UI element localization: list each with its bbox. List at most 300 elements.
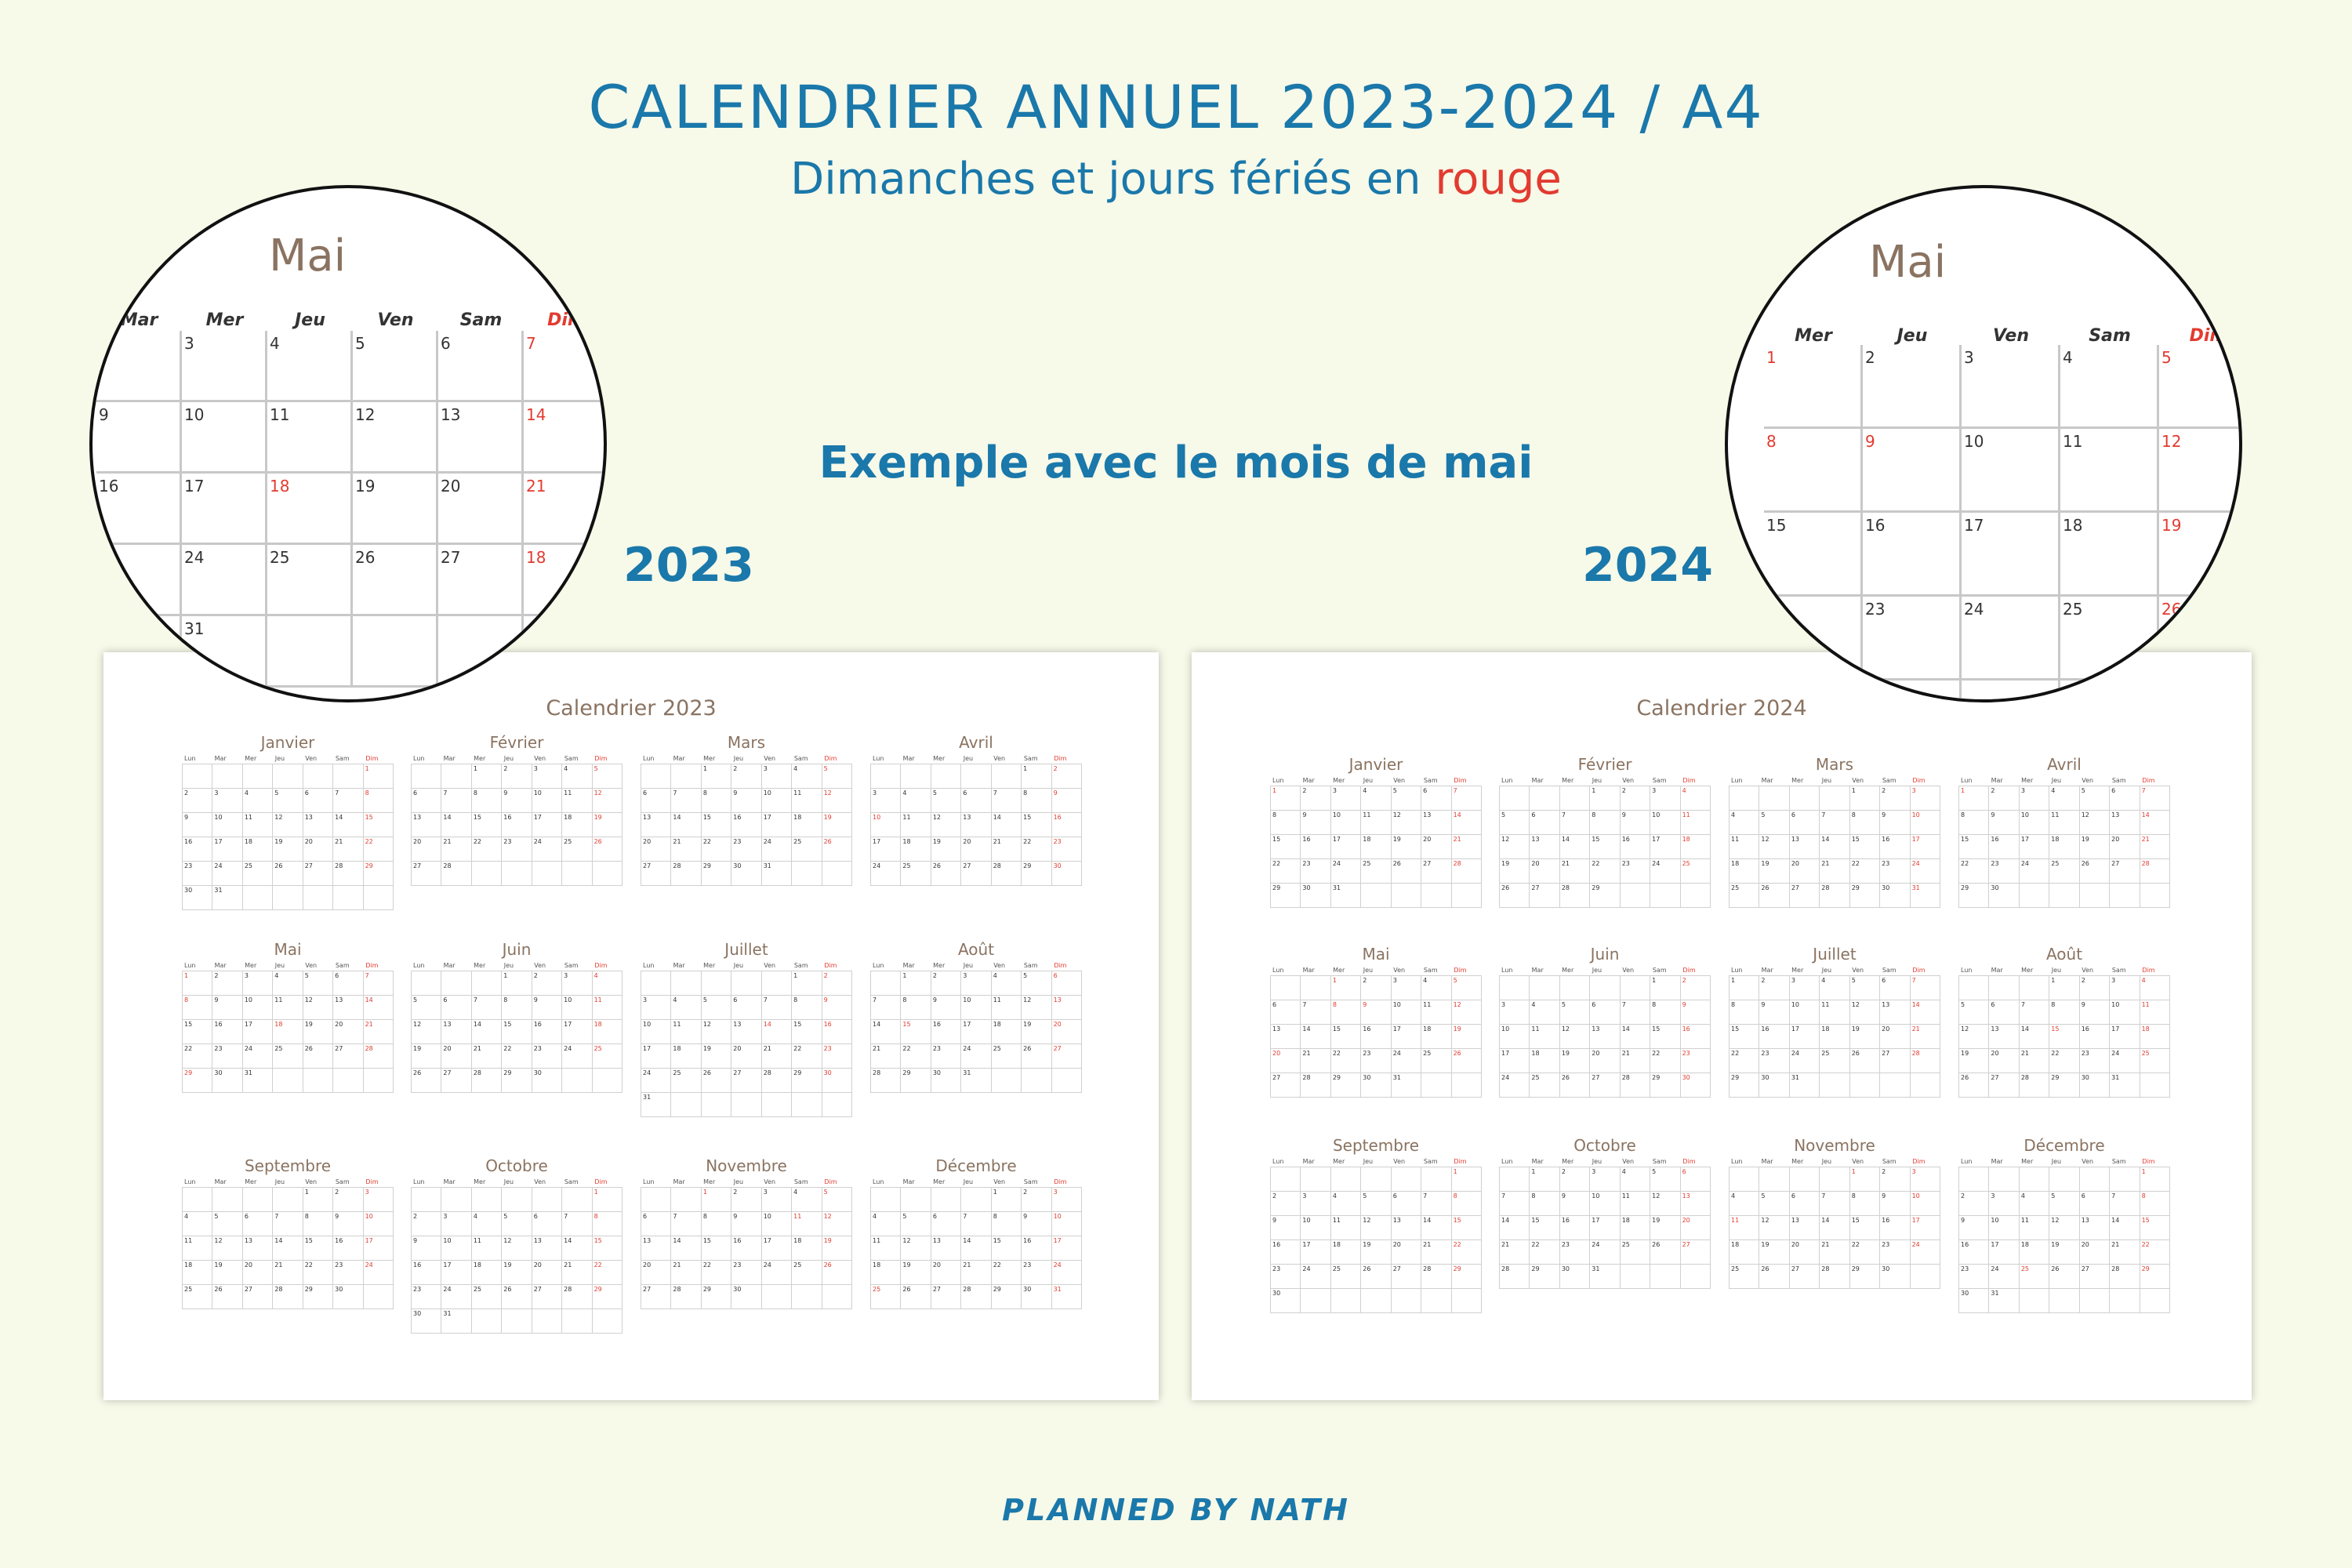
weekday-label: Mar [1991, 967, 2003, 974]
weekday-label: Mar [1531, 777, 1544, 784]
day-cell [502, 1309, 532, 1334]
day-cell: 29 [183, 1069, 212, 1093]
day-cell: 11 [1361, 811, 1391, 835]
zoom-day-cell: 17 [1962, 513, 2060, 597]
day-cell: 25 [273, 1044, 303, 1069]
day-cell: 31 [762, 862, 792, 886]
weekday-label: Jeu [1363, 1158, 1374, 1165]
weekday-label: Sam [1882, 967, 1896, 974]
weekday-label: Lun [1731, 1158, 1743, 1165]
weekday-label: Sam [2111, 967, 2126, 974]
day-cell: 26 [2049, 1265, 2079, 1289]
zoom-day-cell: 27 [438, 545, 524, 616]
weekday-label: Lun [1961, 777, 1973, 784]
year-label-2024: 2024 [1582, 538, 1713, 593]
day-cell: 23 [1681, 1049, 1711, 1073]
weekday-label: Dim [1682, 1158, 1696, 1165]
month-name: Décembre [935, 1156, 1017, 1175]
day-cell: 26 [593, 837, 622, 862]
day-cell: 9 [731, 1212, 761, 1236]
day-cell [901, 764, 931, 789]
weekday-label: Mer [245, 755, 257, 762]
day-cell: 3 [1590, 1167, 1620, 1192]
day-cell [792, 862, 822, 886]
weekday-label: Mar [1991, 1158, 2003, 1165]
zoom-day-cell: 11 [2060, 429, 2159, 513]
day-cell: 21 [2140, 835, 2170, 859]
weekday-label: Dim [594, 755, 608, 762]
zoom-day-cell [2060, 681, 2159, 702]
day-cell [731, 1093, 761, 1117]
day-cell [562, 1309, 592, 1334]
day-cell: 1 [502, 971, 532, 996]
day-cell: 19 [1850, 1025, 1880, 1049]
day-cell: 25 [2140, 1049, 2170, 1073]
day-cell: 6 [961, 789, 991, 813]
day-cell: 21 [1301, 1049, 1330, 1073]
day-cell: 17 [762, 813, 792, 837]
day-cell: 9 [1989, 811, 2019, 835]
day-cell: 25 [1621, 1240, 1650, 1265]
day-cell: 10 [562, 996, 592, 1020]
day-cell: 1 [1331, 976, 1361, 1000]
day-cell: 8 [1650, 1000, 1680, 1025]
day-cell: 12 [1759, 835, 1789, 859]
day-cell: 24 [562, 1044, 592, 1069]
weekday-label: Mer [2021, 967, 2034, 974]
weekday-header [411, 961, 622, 971]
day-cell: 14 [333, 813, 363, 837]
zoom-day-cell: 9 [1863, 429, 1962, 513]
day-cell: 20 [641, 837, 671, 862]
day-cell [593, 1309, 622, 1334]
day-cell: 23 [183, 862, 212, 886]
day-cell: 25 [562, 837, 592, 862]
day-cell [2080, 1167, 2110, 1192]
month-grid [1729, 1167, 1940, 1289]
day-cell: 10 [243, 996, 273, 1020]
day-cell: 23 [1301, 859, 1330, 884]
day-cell: 2 [1681, 976, 1711, 1000]
day-cell: 15 [472, 813, 502, 837]
day-cell: 10 [212, 813, 242, 837]
day-cell [412, 971, 441, 996]
zoom-day-cell [96, 331, 182, 402]
day-cell: 12 [2049, 1216, 2079, 1240]
day-cell [502, 862, 532, 886]
day-cell: 9 [931, 996, 961, 1020]
month-name: Octobre [1573, 1136, 1636, 1155]
day-cell: 28 [762, 1069, 792, 1093]
weekday-label: Lun [184, 755, 196, 762]
month-name: Août [2045, 945, 2083, 964]
day-cell: 4 [871, 1212, 901, 1236]
day-cell: 5 [273, 789, 303, 813]
zoom-month-name: Mai [269, 230, 347, 281]
day-cell: 10 [441, 1236, 471, 1261]
day-cell: 9 [1022, 1212, 1051, 1236]
day-cell: 12 [212, 1236, 242, 1261]
day-cell: 2 [822, 971, 852, 996]
day-cell [532, 1309, 562, 1334]
day-cell [1392, 1167, 1421, 1192]
day-cell: 29 [1452, 1265, 1482, 1289]
day-cell: 25 [901, 862, 931, 886]
day-cell: 31 [212, 886, 242, 910]
day-cell: 13 [412, 813, 441, 837]
zoom-day-cell: 7 [524, 331, 607, 402]
month-grid [1270, 786, 1482, 908]
day-cell: 20 [1052, 1020, 1082, 1044]
day-cell: 16 [1880, 835, 1910, 859]
day-cell: 1 [2140, 1167, 2170, 1192]
weekday-label: Sam [1423, 1158, 1438, 1165]
zoom-day-cell: 3 [182, 331, 267, 402]
weekday-label: Lun [873, 755, 884, 762]
zoom-day-cell: 17 [182, 474, 267, 545]
day-cell [1271, 1167, 1301, 1192]
weekday-header [1729, 776, 1940, 786]
day-cell: 20 [333, 1020, 363, 1044]
weekday-label: Mar [1531, 967, 1544, 974]
day-cell: 22 [901, 1044, 931, 1069]
month-name: Janvier [1348, 755, 1403, 774]
weekday-label: Mar [443, 962, 456, 969]
day-cell: 11 [1421, 1000, 1451, 1025]
day-cell: 11 [792, 1212, 822, 1236]
day-cell [212, 764, 242, 789]
day-cell [441, 764, 471, 789]
weekday-label: Sam [1023, 962, 1038, 969]
weekday-label: Jeu [1363, 967, 1374, 974]
day-cell: 5 [1560, 1000, 1590, 1025]
day-cell: 13 [931, 1236, 961, 1261]
month-block [641, 731, 852, 886]
day-cell: 26 [822, 1261, 852, 1285]
day-cell: 16 [1959, 1240, 1989, 1265]
day-cell: 17 [641, 1044, 671, 1069]
day-cell: 3 [961, 971, 991, 996]
day-cell: 26 [1392, 859, 1421, 884]
zoom-day-cell [353, 616, 438, 688]
calendar-sheet-2024 [1192, 652, 2252, 1400]
day-cell: 8 [1730, 1000, 1759, 1025]
day-cell: 16 [1301, 835, 1330, 859]
day-cell: 27 [1790, 884, 1820, 908]
day-cell: 14 [1621, 1025, 1650, 1049]
day-cell: 5 [1452, 976, 1482, 1000]
day-cell: 9 [2080, 1000, 2110, 1025]
month-name: Mars [1815, 755, 1854, 774]
day-cell: 5 [822, 764, 852, 789]
day-cell: 14 [1500, 1216, 1530, 1240]
day-cell: 5 [502, 1212, 532, 1236]
day-cell: 9 [1361, 1000, 1391, 1025]
month-grid [1499, 975, 1711, 1098]
day-cell [762, 1285, 792, 1309]
month-grid [411, 1187, 622, 1334]
zoom-weekday-label: Mer [205, 310, 244, 330]
day-cell: 9 [1271, 1216, 1301, 1240]
day-cell [1022, 1069, 1051, 1093]
day-cell: 17 [532, 813, 562, 837]
day-cell: 15 [702, 1236, 731, 1261]
day-cell: 4 [1820, 976, 1849, 1000]
day-cell: 18 [1331, 1240, 1361, 1265]
day-cell [1392, 1289, 1421, 1313]
day-cell: 16 [1880, 1216, 1910, 1240]
day-cell [593, 862, 622, 886]
day-cell: 7 [364, 971, 394, 996]
day-cell: 24 [1590, 1240, 1620, 1265]
day-cell: 30 [532, 1069, 562, 1093]
day-cell: 28 [472, 1069, 502, 1093]
month-grid [641, 971, 852, 1117]
day-cell: 15 [183, 1020, 212, 1044]
weekday-label: Dim [594, 962, 608, 969]
day-cell: 13 [441, 1020, 471, 1044]
day-cell: 3 [562, 971, 592, 996]
weekday-label: Lun [1501, 777, 1513, 784]
zoom-weekday-label: Sam [2089, 326, 2131, 346]
day-cell: 4 [792, 1188, 822, 1212]
day-cell: 17 [1590, 1216, 1620, 1240]
day-cell: 4 [1730, 811, 1759, 835]
day-cell: 20 [1790, 859, 1820, 884]
day-cell [671, 764, 701, 789]
day-cell: 19 [822, 1236, 852, 1261]
day-cell [1301, 976, 1330, 1000]
day-cell: 18 [792, 813, 822, 837]
day-cell: 19 [1959, 1049, 1989, 1073]
weekday-label: Jeu [503, 755, 514, 762]
day-cell: 22 [1022, 837, 1051, 862]
day-cell: 6 [243, 1212, 273, 1236]
day-cell: 1 [1590, 786, 1620, 811]
day-cell [532, 1188, 562, 1212]
day-cell: 15 [1271, 835, 1301, 859]
day-cell: 12 [2080, 811, 2110, 835]
day-cell: 14 [961, 1236, 991, 1261]
day-cell: 26 [1022, 1044, 1051, 1069]
day-cell: 19 [1560, 1049, 1590, 1073]
day-cell: 29 [702, 1285, 731, 1309]
month-name: Décembre [2024, 1136, 2105, 1155]
zoom-day-cell: 10 [182, 402, 267, 474]
weekday-label: Mer [1791, 777, 1804, 784]
weekday-header [1270, 776, 1482, 786]
day-cell [931, 764, 961, 789]
day-cell: 3 [1911, 1167, 1940, 1192]
day-cell: 22 [183, 1044, 212, 1069]
month-grid [1958, 975, 2170, 1098]
day-cell [1621, 884, 1650, 908]
day-cell: 13 [1989, 1025, 2019, 1049]
day-cell: 19 [1759, 859, 1789, 884]
day-cell [641, 971, 671, 996]
day-cell: 29 [1650, 1073, 1680, 1098]
day-cell: 13 [1421, 811, 1451, 835]
month-grid [870, 764, 1082, 886]
day-cell: 2 [532, 971, 562, 996]
weekday-label: Jeu [2051, 1158, 2062, 1165]
zoom-day-cell [96, 616, 182, 688]
day-cell: 18 [1621, 1216, 1650, 1240]
day-cell: 28 [333, 862, 363, 886]
weekday-label: Sam [564, 1178, 579, 1185]
day-cell [822, 1285, 852, 1309]
weekday-label: Mar [214, 755, 227, 762]
day-cell: 23 [502, 837, 532, 862]
day-cell: 21 [1820, 1240, 1849, 1265]
day-cell: 1 [1271, 786, 1301, 811]
day-cell: 12 [1500, 835, 1530, 859]
day-cell [472, 862, 502, 886]
zoom-day-cell: 16 [96, 474, 182, 545]
day-cell: 5 [1759, 811, 1789, 835]
day-cell: 12 [1392, 811, 1421, 835]
day-cell: 13 [532, 1236, 562, 1261]
page-title: CALENDRIER ANNUEL 2023-2024 / A4 [588, 72, 1764, 142]
day-cell: 21 [1911, 1025, 1940, 1049]
day-cell: 18 [562, 813, 592, 837]
day-cell: 26 [1650, 1240, 1680, 1265]
day-cell: 17 [212, 837, 242, 862]
day-cell: 6 [532, 1212, 562, 1236]
zoom-day-cell: 24 [182, 545, 267, 616]
day-cell: 22 [1959, 859, 1989, 884]
day-cell: 24 [441, 1285, 471, 1309]
day-cell [1392, 884, 1421, 908]
day-cell: 16 [532, 1020, 562, 1044]
day-cell: 27 [333, 1044, 363, 1069]
month-grid [411, 971, 622, 1093]
day-cell [1301, 1289, 1330, 1313]
weekday-label: Sam [1423, 777, 1438, 784]
weekday-label: Ven [1622, 1158, 1635, 1165]
day-cell [273, 1069, 303, 1093]
zoom-day-cell: 23 [1863, 597, 1962, 681]
day-cell: 31 [2110, 1073, 2140, 1098]
day-cell: 26 [212, 1285, 242, 1309]
day-cell: 7 [1820, 811, 1849, 835]
day-cell: 12 [273, 813, 303, 837]
day-cell: 27 [1421, 859, 1451, 884]
weekday-label: Dim [1682, 777, 1696, 784]
day-cell: 8 [1331, 1000, 1361, 1025]
day-cell: 15 [1650, 1025, 1680, 1049]
day-cell: 18 [273, 1020, 303, 1044]
weekday-label: Ven [534, 1178, 546, 1185]
day-cell: 26 [1560, 1073, 1590, 1098]
day-cell [303, 764, 333, 789]
weekday-label: Mer [1333, 1158, 1345, 1165]
day-cell: 31 [1331, 884, 1361, 908]
day-cell: 24 [1650, 859, 1680, 884]
month-name: Juin [1590, 945, 1620, 964]
weekday-label: Mer [1333, 967, 1345, 974]
day-cell: 23 [2080, 1049, 2110, 1073]
day-cell: 6 [641, 1212, 671, 1236]
day-cell: 11 [2049, 811, 2079, 835]
day-cell: 30 [731, 862, 761, 886]
day-cell: 27 [961, 862, 991, 886]
day-cell: 7 [1820, 1192, 1849, 1216]
day-cell: 5 [2049, 1192, 2079, 1216]
day-cell: 5 [2080, 786, 2110, 811]
day-cell: 26 [502, 1285, 532, 1309]
weekday-label: Lun [643, 1178, 655, 1185]
day-cell: 26 [1361, 1265, 1391, 1289]
month-block [1729, 1134, 1940, 1289]
day-cell: 14 [364, 996, 394, 1020]
day-cell: 14 [472, 1020, 502, 1044]
day-cell: 16 [333, 1236, 363, 1261]
day-cell: 14 [762, 1020, 792, 1044]
month-block [1958, 1134, 2170, 1313]
weekday-header [1729, 966, 1940, 975]
weekday-header [870, 754, 1082, 764]
month-name: Février [489, 733, 544, 752]
day-cell: 30 [1361, 1073, 1391, 1098]
weekday-label: Dim [1454, 967, 1467, 974]
month-block [1499, 753, 1711, 908]
day-cell: 30 [931, 1069, 961, 1093]
day-cell: 3 [1392, 976, 1421, 1000]
weekday-label: Dim [1912, 1158, 1926, 1165]
day-cell [1730, 786, 1759, 811]
day-cell: 16 [1052, 813, 1082, 837]
day-cell [2049, 1289, 2079, 1313]
day-cell: 8 [1530, 1192, 1559, 1216]
day-cell [1989, 976, 2019, 1000]
weekday-label: Dim [1454, 777, 1467, 784]
month-block [1270, 1134, 1482, 1313]
month-grid [1270, 975, 1482, 1098]
day-cell [1820, 1073, 1849, 1098]
day-cell: 28 [2020, 1073, 2049, 1098]
day-cell: 9 [183, 813, 212, 837]
day-cell [992, 1069, 1022, 1093]
day-cell: 19 [1361, 1240, 1391, 1265]
weekday-label: Sam [1652, 1158, 1667, 1165]
weekday-label: Sam [2111, 1158, 2126, 1165]
day-cell: 7 [1452, 786, 1482, 811]
zoom-weekday-label: Dim [2189, 326, 2228, 346]
day-cell: 14 [992, 813, 1022, 837]
day-cell [1500, 786, 1530, 811]
day-cell: 8 [702, 789, 731, 813]
zoom-weekday-label: Ven [1992, 326, 2029, 346]
day-cell: 11 [671, 1020, 701, 1044]
day-cell [901, 1188, 931, 1212]
month-block [411, 938, 622, 1093]
weekday-header [1499, 966, 1711, 975]
weekday-label: Mer [1562, 777, 1574, 784]
zoom-weekday-label: Dim [547, 310, 586, 330]
weekday-label: Jeu [503, 962, 514, 969]
day-cell: 1 [472, 764, 502, 789]
day-cell: 4 [1421, 976, 1451, 1000]
day-cell: 23 [532, 1044, 562, 1069]
day-cell: 7 [992, 789, 1022, 813]
day-cell [333, 764, 363, 789]
day-cell [1790, 786, 1820, 811]
day-cell: 7 [671, 1212, 701, 1236]
day-cell: 13 [2080, 1216, 2110, 1240]
day-cell: 28 [1452, 859, 1482, 884]
weekday-label: Mar [1761, 777, 1773, 784]
